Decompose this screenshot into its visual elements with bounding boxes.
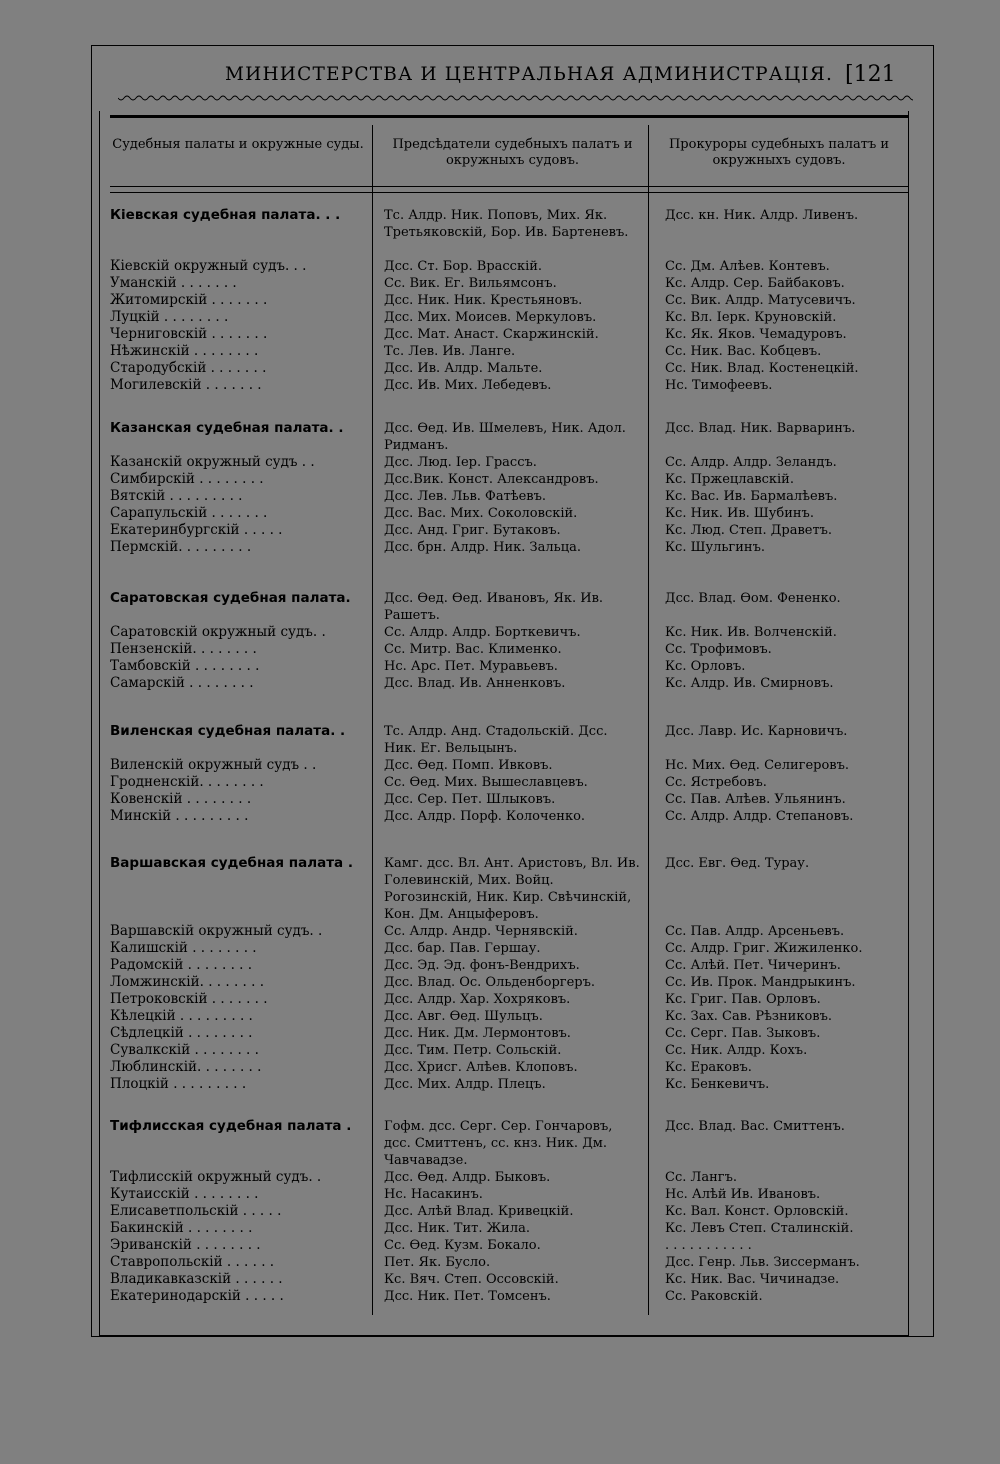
president-entry: Дсс. Ник. Дм. Лермонтовъ.	[384, 1026, 571, 1041]
court-name: Сѣдлецкій . . . . . . . .	[110, 1025, 253, 1041]
court-name: Петроковскій . . . . . . .	[110, 991, 268, 1007]
prosecutor-entry: Сс. Вик. Алдр. Матусевичъ.	[665, 293, 856, 308]
court-row	[0, 488, 1000, 505]
court-name: Ломжинскій. . . . . . . .	[110, 974, 264, 990]
chamber-row	[0, 207, 1000, 258]
prosecutor-entry: Кс. Люд. Степ. Драветъ.	[665, 523, 833, 538]
court-row	[0, 991, 1000, 1008]
court-name: Минскій . . . . . . . . .	[110, 808, 249, 824]
prosecutor-entry: Нс. Тимофеевъ.	[665, 378, 773, 393]
chamber-name: Виленская судебная палата. .	[110, 723, 346, 739]
president-entry: Дсс. Влад. Ос. Ольденборгеръ.	[384, 975, 595, 990]
prosecutor-entry: Дсс. Генр. Льв. Зиссерманъ.	[665, 1255, 860, 1270]
president-entry: Дсс. Вас. Мих. Соколовскій.	[384, 506, 578, 521]
president-entry: Дсс. Анд. Григ. Бутаковъ.	[384, 523, 561, 538]
president-entry: Дсс. Ѳед. Алдр. Быковъ.	[384, 1170, 551, 1185]
prosecutor-entry: Сс. Ник. Вас. Кобцевъ.	[665, 344, 822, 359]
prosecutor-entry: Кс. Вл. Іерк. Круновскій.	[665, 310, 837, 325]
prosecutor-entry: Сс. Дм. Алѣев. Контевъ.	[665, 259, 830, 274]
prosecutor-entry: Кс. Алдр. Ив. Смирновъ.	[665, 676, 834, 691]
page-header	[100, 62, 910, 92]
court-name: Бакинскій . . . . . . . .	[110, 1220, 253, 1236]
court-row	[0, 675, 1000, 692]
court-row	[0, 1237, 1000, 1254]
prosecutor-entry: Сс. Ник. Алдр. Кохъ.	[665, 1043, 808, 1058]
court-row	[0, 539, 1000, 556]
court-name: Черниговскій . . . . . . .	[110, 326, 268, 342]
prosecutor-entry: Кс. Григ. Пав. Орловъ.	[665, 992, 821, 1007]
court-row	[0, 343, 1000, 360]
court-row	[0, 471, 1000, 488]
court-row	[0, 377, 1000, 394]
chamber-row	[0, 590, 1000, 624]
court-name: Ставропольскій . . . . . .	[110, 1254, 275, 1270]
prosecutor-entry: Сс. Лангъ.	[665, 1170, 737, 1185]
court-name: Гродненскій. . . . . . . .	[110, 774, 264, 790]
prosecutor-entry: Кс. Алдр. Сер. Байбаковъ.	[665, 276, 845, 291]
court-row	[0, 658, 1000, 675]
court-row	[0, 774, 1000, 791]
president-entry: Сс. Митр. Вас. Клименко.	[384, 642, 562, 657]
court-row	[0, 522, 1000, 539]
president-entry: Пет. Як. Бусло.	[384, 1255, 491, 1270]
prosecutor-entry: Дсс. Влад. Ѳом. Фененко.	[665, 591, 841, 606]
court-row	[0, 1271, 1000, 1288]
president-entry: Сс. Ѳед. Мих. Вышеславцевъ.	[384, 775, 588, 790]
court-row	[0, 292, 1000, 309]
president-entry: Тс. Лев. Ив. Ланге.	[384, 344, 516, 359]
president-entry: Дсс. Ив. Мих. Лебедевъ.	[384, 378, 552, 393]
prosecutor-entry: Кс. Ник. Вас. Чичинадзе.	[665, 1272, 840, 1287]
president-entry: Дсс. Алдр. Порф. Колоченко.	[384, 809, 586, 824]
president-entry: Дсс. Ник. Пет. Томсенъ.	[384, 1289, 551, 1304]
court-row	[0, 940, 1000, 957]
president-entry: Сс. Ѳед. Кузм. Бокало.	[384, 1238, 541, 1253]
president-entry: Дсс. Мих. Алдр. Плецъ.	[384, 1077, 546, 1092]
prosecutor-entry: Дсс. Влад. Ник. Варваринъ.	[665, 421, 856, 436]
prosecutor-entry: Сс. Раковскій.	[665, 1289, 763, 1304]
president-entry: Дсс. Сер. Пет. Шлыковъ.	[384, 792, 556, 807]
prosecutor-entry: Кс. Шульгинъ.	[665, 540, 765, 555]
prosecutor-entry: Сс. Серг. Пав. Зыковъ.	[665, 1026, 821, 1041]
president-entry: Дсс. Ѳед. Ив. Шмелевъ, Ник. Адол. Ридманъ.	[384, 421, 626, 453]
court-row	[0, 326, 1000, 343]
president-entry: Дсс. Мих. Моисев. Меркуловъ.	[384, 310, 597, 325]
court-row	[0, 1186, 1000, 1203]
prosecutor-entry: Дсс. кн. Ник. Алдр. Ливенъ.	[665, 208, 859, 223]
column-header-prosecutors: Прокуроры судебныхъ палатъ и окружныхъ судовъ.	[668, 137, 890, 168]
president-entry: Дсс. бар. Пав. Гершау.	[384, 941, 541, 956]
president-entry: Нс. Арс. Пет. Муравьевъ.	[384, 659, 558, 674]
court-name: Саратовскій окружный судъ. .	[110, 624, 326, 640]
prosecutor-entry: Кс. Бенкевичъ.	[665, 1077, 770, 1092]
prosecutor-entry: Сс. Алдр. Алдр. Зеландъ.	[665, 455, 837, 470]
court-row	[0, 1008, 1000, 1025]
court-name: Тамбовскій . . . . . . . .	[110, 658, 260, 674]
prosecutor-entry: Кс. Вал. Конст. Орловскій.	[665, 1204, 849, 1219]
chamber-row	[0, 1118, 1000, 1169]
president-entry: Дсс. Влад. Ив. Анненковъ.	[384, 676, 566, 691]
prosecutor-entry: Нс. Мих. Ѳед. Селигеровъ.	[665, 758, 850, 773]
chamber-name: Тифлисская судебная палата .	[110, 1118, 352, 1134]
court-row	[0, 791, 1000, 808]
court-name: Елисаветпольскій . . . . .	[110, 1203, 282, 1219]
prosecutor-entry: Сс. Ив. Прок. Мандрыкинъ.	[665, 975, 856, 990]
court-name: Люблинскій. . . . . . . .	[110, 1059, 262, 1075]
court-name: Пензенскій. . . . . . . .	[110, 641, 257, 657]
chamber-name: Казанская судебная палата. .	[110, 420, 344, 436]
page-number: [121	[845, 62, 896, 87]
court-row	[0, 923, 1000, 940]
court-row	[0, 1025, 1000, 1042]
prosecutor-entry: Кс. Ник. Ив. Волченскій.	[665, 625, 837, 640]
court-name: Вятскій . . . . . . . . .	[110, 488, 243, 504]
court-row	[0, 360, 1000, 377]
court-row	[0, 1169, 1000, 1186]
court-name: Могилевскій . . . . . . .	[110, 377, 262, 393]
chamber-row	[0, 420, 1000, 454]
chamber-name: Кіевская судебная палата. . .	[110, 207, 341, 223]
court-row	[0, 641, 1000, 658]
court-row	[0, 1254, 1000, 1271]
president-entry: Кс. Вяч. Степ. Оссовскій.	[384, 1272, 559, 1287]
column-header-rule-bottom	[110, 192, 909, 193]
president-entry: Дсс. Мат. Анаст. Скаржинскій.	[384, 327, 599, 342]
court-name: Житомирскій . . . . . . .	[110, 292, 268, 308]
prosecutor-entry: . . . . . . . . . . .	[665, 1238, 752, 1253]
president-entry: Дсс. Ив. Алдр. Мальте.	[384, 361, 543, 376]
court-name: Екатеринбургскій . . . . .	[110, 522, 283, 538]
court-row	[0, 1076, 1000, 1093]
court-name: Самарскій . . . . . . . .	[110, 675, 254, 691]
prosecutor-entry: Дсс. Влад. Вас. Смиттенъ.	[665, 1119, 845, 1134]
president-entry: Дсс. Ст. Бор. Врасскій.	[384, 259, 543, 274]
president-entry: Дсс. брн. Алдр. Ник. Зальца.	[384, 540, 581, 555]
court-name: Владикавказскій . . . . . .	[110, 1271, 283, 1287]
court-name: Калишскій . . . . . . . .	[110, 940, 257, 956]
court-row	[0, 1220, 1000, 1237]
court-row	[0, 309, 1000, 326]
chamber-row	[0, 723, 1000, 757]
prosecutor-entry: Сс. Трофимовъ.	[665, 642, 772, 657]
court-name: Стародубскій . . . . . . .	[110, 360, 267, 376]
president-entry: Дсс. Алѣй Влад. Кривецкій.	[384, 1204, 574, 1219]
court-name: Виленскій окружный судъ . .	[110, 757, 317, 773]
column-header-rule-top	[110, 186, 909, 187]
president-entry: Дсс. Ѳед. Ѳед. Ивановъ, Як. Ив. Рашетъ.	[384, 591, 604, 623]
court-row	[0, 624, 1000, 641]
court-name: Луцкій . . . . . . . .	[110, 309, 229, 325]
prosecutor-entry: Сс. Ястребовъ.	[665, 775, 767, 790]
president-entry: Сс. Алдр. Андр. Чернявскій.	[384, 924, 578, 939]
president-entry: Тс. Алдр. Ник. Поповъ, Мих. Як. Третьяковскій, Бор. Ив. Бартеневъ.	[384, 208, 629, 240]
prosecutor-entry: Сс. Алдр. Григ. Жижиленко.	[665, 941, 863, 956]
court-row	[0, 1288, 1000, 1305]
prosecutor-entry: Кс. Ераковъ.	[665, 1060, 752, 1075]
president-entry: Камг. дсс. Вл. Ант. Аристовъ, Вл. Ив. Голевинскій, Мих. Войц. Рогозинскій, Ник. Кир. Свѣчинскій, Кон. Дм. Анцыферовъ.	[384, 856, 640, 922]
court-row	[0, 454, 1000, 471]
president-entry: Гофм. дсс. Серг. Сер. Гончаровъ, дсс. Смиттенъ, сс. кнз. Ник. Дм. Чавчавадзе.	[384, 1119, 613, 1168]
court-name: Сувалкскій . . . . . . . .	[110, 1042, 259, 1058]
court-name: Нѣжинскій . . . . . . . .	[110, 343, 259, 359]
president-entry: Тс. Алдр. Анд. Стадольскій. Дсс. Ник. Ег. Вельцынъ.	[384, 724, 608, 756]
president-entry: Дсс. Люд. Іер. Грассъ.	[384, 455, 537, 470]
court-row	[0, 974, 1000, 991]
court-name: Кѣлецкій . . . . . . . . .	[110, 1008, 253, 1024]
court-name: Варшавскій окружный судъ. .	[110, 923, 323, 939]
president-entry: Сс. Вик. Ег. Вильямсонъ.	[384, 276, 557, 291]
court-name: Сарапульскій . . . . . . .	[110, 505, 268, 521]
court-name: Казанскій окружный судъ . .	[110, 454, 315, 470]
court-row	[0, 258, 1000, 275]
court-name: Эриванскій . . . . . . . .	[110, 1237, 261, 1253]
chamber-name: Варшавская судебная палата .	[110, 855, 353, 871]
page-title: МИНИСТЕРСТВА И ЦЕНТРАЛЬНАЯ АДМИНИСТРАЦІЯ.	[225, 64, 834, 85]
prosecutor-entry: Кс. Вас. Ив. Бармалѣевъ.	[665, 489, 838, 504]
president-entry: Дсс. Авг. Ѳед. Шульцъ.	[384, 1009, 543, 1024]
court-row	[0, 1059, 1000, 1076]
wavy-rule	[118, 92, 913, 104]
president-entry: Сс. Алдр. Алдр. Борткевичъ.	[384, 625, 581, 640]
president-entry: Дсс. Ник. Ник. Крестьяновъ.	[384, 293, 583, 308]
prosecutor-entry: Сс. Алдр. Алдр. Степановъ.	[665, 809, 854, 824]
prosecutor-entry: Сс. Пав. Алдр. Арсеньевъ.	[665, 924, 845, 939]
prosecutor-entry: Сс. Алѣй. Пет. Чичеринъ.	[665, 958, 841, 973]
court-name: Пермскій. . . . . . . . .	[110, 539, 252, 555]
prosecutor-entry: Кс. Орловъ.	[665, 659, 746, 674]
president-entry: Дсс. Ник. Тит. Жила.	[384, 1221, 530, 1236]
president-entry: Дсс. Эд. Эд. фонъ-Вендрихъ.	[384, 958, 580, 973]
court-name: Уманскій . . . . . . .	[110, 275, 237, 291]
court-name: Кутаисскій . . . . . . . .	[110, 1186, 259, 1202]
prosecutor-entry: Кс. Зах. Сав. Рѣзниковъ.	[665, 1009, 833, 1024]
president-entry: Дсс. Хрисг. Алѣев. Клоповъ.	[384, 1060, 578, 1075]
court-name: Плоцкій . . . . . . . . .	[110, 1076, 247, 1092]
prosecutor-entry: Дсс. Евг. Ѳед. Турау.	[665, 856, 810, 871]
president-entry: Дсс. Лев. Льв. Фатѣевъ.	[384, 489, 547, 504]
court-name: Ковенскій . . . . . . . .	[110, 791, 252, 807]
court-row	[0, 275, 1000, 292]
president-entry: Дсс. Ѳед. Помп. Ивковъ.	[384, 758, 553, 773]
prosecutor-entry: Нс. Алѣй Ив. Ивановъ.	[665, 1187, 821, 1202]
president-entry: Дсс.Вик. Конст. Александровъ.	[384, 472, 599, 487]
prosecutor-entry: Дсс. Лавр. Ис. Карновичъ.	[665, 724, 848, 739]
president-entry: Нс. Насакинъ.	[384, 1187, 483, 1202]
chamber-name: Саратовская судебная палата.	[110, 590, 351, 606]
court-name: Кіевскій окружный судъ. . .	[110, 258, 307, 274]
court-row	[0, 808, 1000, 825]
column-header-presidents: Предсѣдатели судебныхъ палатъ и окружныхъ судовъ.	[392, 137, 633, 168]
president-entry: Дсс. Алдр. Хар. Хохряковъ.	[384, 992, 571, 1007]
court-name: Радомскій . . . . . . . .	[110, 957, 253, 973]
court-name: Екатеринодарскій . . . . .	[110, 1288, 284, 1304]
column-header-courts: Судебныя палаты и окружные суды.	[112, 137, 364, 152]
chamber-row	[0, 855, 1000, 923]
court-name: Симбирскій . . . . . . . .	[110, 471, 264, 487]
prosecutor-entry: Кс. Левъ Степ. Сталинскій.	[665, 1221, 854, 1236]
court-row	[0, 957, 1000, 974]
prosecutor-entry: Сс. Пав. Алѣев. Ульянинъ.	[665, 792, 846, 807]
prosecutor-entry: Сс. Ник. Влад. Костенецкій.	[665, 361, 859, 376]
court-name: Тифлисскій окружный судъ. .	[110, 1169, 322, 1185]
header-thick-rule	[110, 115, 909, 118]
president-entry: Дсс. Тим. Петр. Сольскій.	[384, 1043, 562, 1058]
court-row	[0, 1203, 1000, 1220]
prosecutor-entry: Кс. Ник. Ив. Шубинъ.	[665, 506, 814, 521]
prosecutor-entry: Кс. Пржецлавскій.	[665, 472, 794, 487]
court-row	[0, 757, 1000, 774]
court-row	[0, 1042, 1000, 1059]
court-row	[0, 505, 1000, 522]
prosecutor-entry: Кс. Як. Яков. Чемадуровъ.	[665, 327, 847, 342]
